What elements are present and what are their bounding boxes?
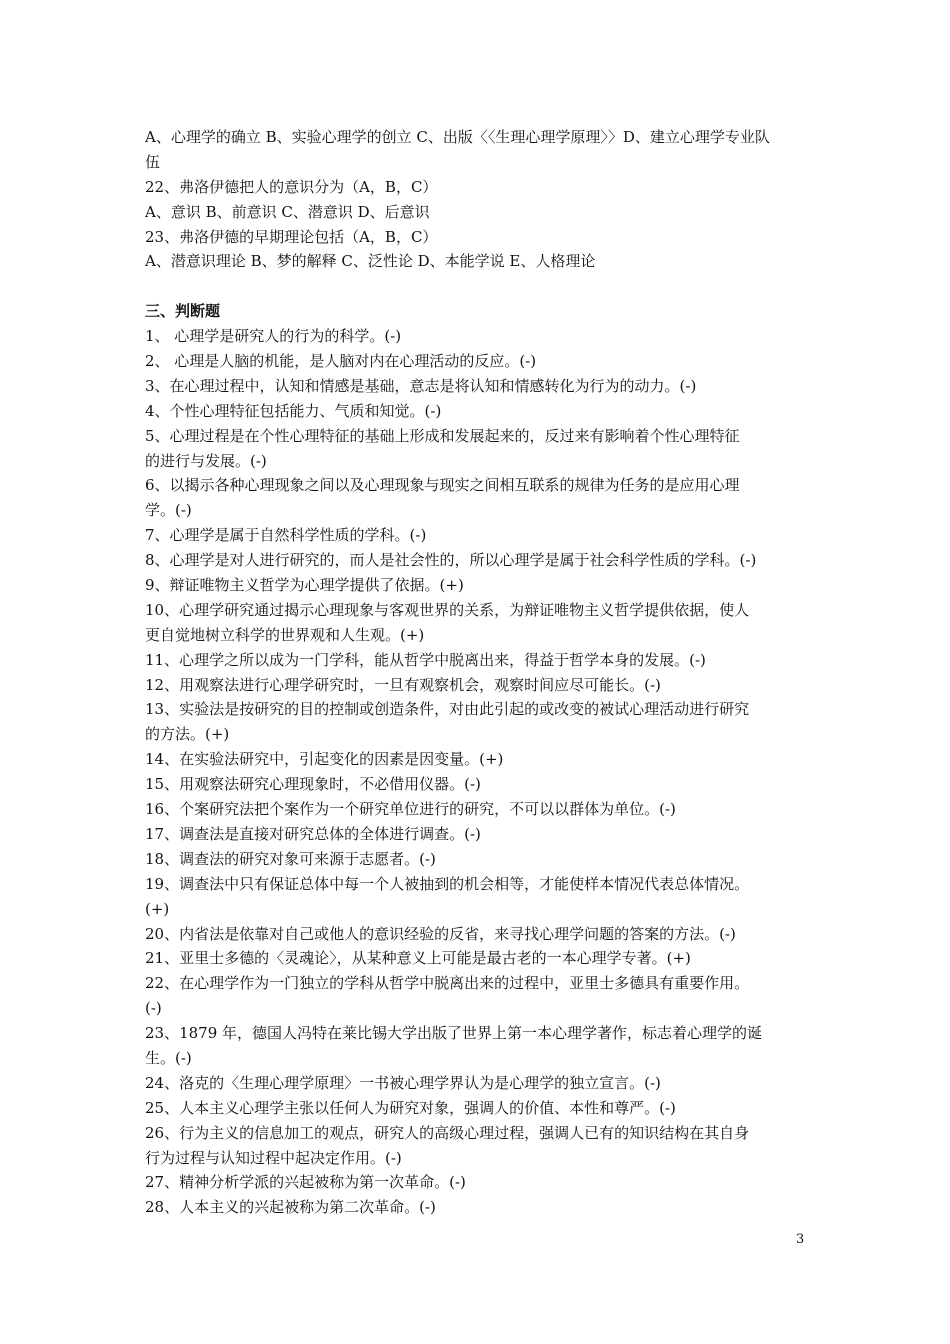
list-item: 27、精神分析学派的兴起被称为第一次革命。(-): [145, 1173, 466, 1192]
list-item: 11、心理学之所以成为一门学科，能从哲学中脱离出来，得益于哲学本身的发展。(-): [145, 650, 706, 669]
list-item: 23、1879 年，德国人冯特在莱比锡大学出版了世界上第一本心理学著作，标志着心理学的诞: [145, 1024, 763, 1043]
list-item: 17、调查法是直接对研究总体的全体进行调查。(-): [145, 824, 481, 843]
list-item: 10、心理学研究通过揭示心理现象与客观世界的关系，为辩证唯物主义哲学提供依据，使人: [145, 600, 750, 619]
list-item: 18、调查法的研究对象可来源于志愿者。(-): [145, 849, 436, 868]
list-item: 1、 心理学是研究人的行为的科学。(-): [145, 327, 402, 346]
list-item: 的进行与发展。(-): [145, 451, 267, 470]
list-item: (+): [145, 899, 170, 918]
list-item: 21、亚里士多德的〈灵魂论〉，从某种意义上可能是最古老的一本心理学专著。(+): [145, 949, 691, 968]
text-line: 伍: [145, 152, 161, 171]
top-question-block: [145, 125, 810, 274]
page-number: 3: [796, 1232, 805, 1247]
list-item: 28、人本主义的兴起被称为第二次革命。(-): [145, 1198, 436, 1217]
list-item: 学。(-): [145, 501, 192, 520]
list-item: 4、个性心理特征包括能力、气质和知觉。(-): [145, 401, 442, 420]
list-item: 14、在实验法研究中，引起变化的因素是因变量。(+): [145, 750, 504, 769]
list-item: 3、在心理过程中，认知和情感是基础，意志是将认知和情感转化为行为的动力。(-): [145, 376, 697, 395]
list-item: 生。(-): [145, 1048, 192, 1067]
list-item: 13、实验法是按研究的目的控制或创造条件，对由此引起的或改变的被试心理活动进行研究: [145, 700, 750, 719]
list-item: 8、心理学是对人进行研究的，而人是社会性的，所以心理学是属于社会科学性质的学科。(-): [145, 551, 757, 570]
blank-line: [145, 274, 810, 299]
list-item: 26、行为主义的信息加工的观点，研究人的高级心理过程，强调人已有的知识结构在其自身: [145, 1123, 750, 1142]
judgment-question-list: [145, 324, 810, 1220]
list-item: 2、 心理是人脑的机能，是人脑对内在心理活动的反应。(-): [145, 352, 537, 371]
list-item: 24、洛克的〈生理心理学原理〉一书被心理学界认为是心理学的独立宣言。(-): [145, 1073, 661, 1092]
list-item: 16、个案研究法把个案作为一个研究单位进行的研究，不可以以群体为单位。(-): [145, 800, 676, 819]
list-item: 22、在心理学作为一门独立的学科从哲学中脱离出来的过程中，亚里士多德具有重要作用。: [145, 974, 750, 993]
list-item: 25、人本主义心理学主张以任何人为研究对象，强调人的价值、本性和尊严。(-): [145, 1098, 676, 1117]
list-item: 15、用观察法研究心理现象时，不必借用仪器。(-): [145, 775, 481, 794]
list-item: 更自觉地树立科学的世界观和人生观。(+): [145, 625, 425, 644]
list-item: 7、心理学是属于自然科学性质的学科。(-): [145, 526, 427, 545]
list-item: 5、心理过程是在个性心理特征的基础上形成和发展起来的，反过来有影响着个性心理特征: [145, 426, 740, 445]
text-line: A、潜意识理论 B、梦的解释 C、泛性论 D、本能学说 E、人格理论: [145, 252, 596, 271]
section-heading: 三、判断题: [145, 302, 221, 321]
text-line: A、意识 B、前意识 C、潜意识 D、后意识: [145, 202, 430, 221]
text-line: 22、弗洛伊德把人的意识分为（A，B，C）: [145, 177, 438, 196]
text-line: A、心理学的确立 B、实验心理学的创立 C、出版〈〈生理心理学原理〉〉D、建立心理学专业队: [145, 128, 770, 146]
list-item: 12、用观察法进行心理学研究时，一旦有观察机会，观察时间应尽可能长。(-): [145, 675, 661, 694]
list-item: 6、以揭示各种心理现象之间以及心理现象与现实之间相互联系的规律为任务的是应用心理: [145, 476, 740, 495]
list-item: 20、内省法是依靠对自己或他人的意识经验的反省，来寻找心理学问题的答案的方法。(-): [145, 924, 736, 943]
text-line: 23、弗洛伊德的早期理论包括（A，B，C）: [145, 227, 438, 246]
list-item: 19、调查法中只有保证总体中每一个人被抽到的机会相等，才能使样本情况代表总体情况。: [145, 874, 750, 893]
list-item: (-): [145, 999, 162, 1018]
document-body: [145, 125, 810, 1220]
list-item: 的方法。(+): [145, 725, 230, 744]
list-item: 9、辩证唯物主义哲学为心理学提供了依据。(+): [145, 576, 464, 595]
list-item: 行为过程与认知过程中起决定作用。(-): [145, 1148, 402, 1167]
